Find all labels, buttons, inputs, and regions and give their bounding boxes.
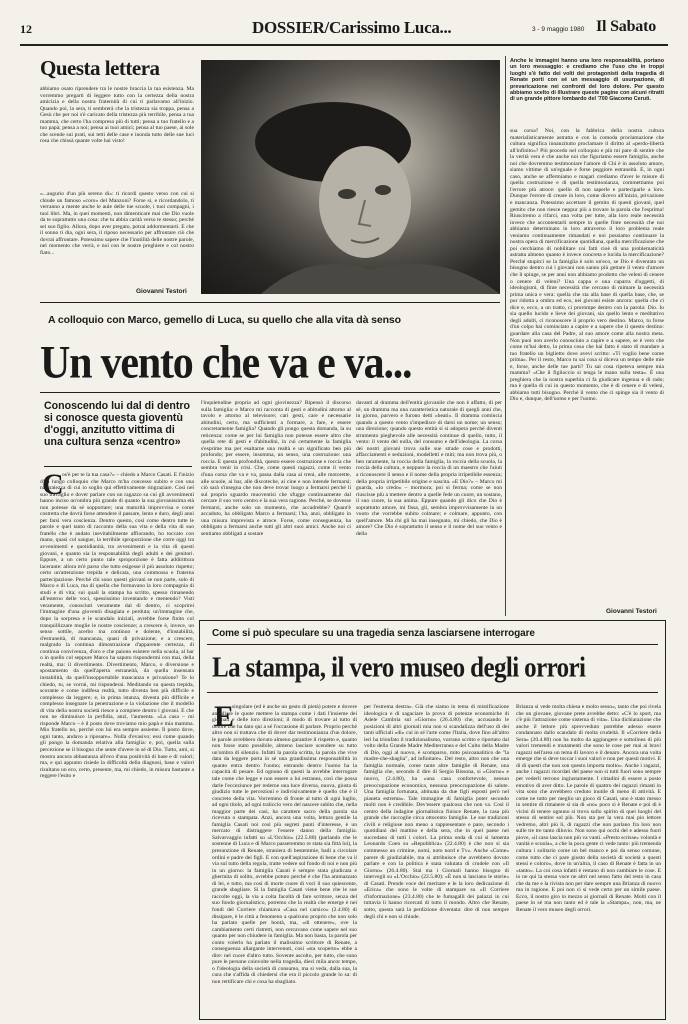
- portrait-clothes: [261, 264, 500, 294]
- article1-col2: l'inquietudine propria ad ogni giovinezza? Ripensò il discorso sulla famiglia: e Marco mi racconta di gesti e abitudini attorno al tavolo e attorno al televisore; cari gesti, care e necessarie abitudini, certo, ma sufficienti a formare, a fare, e essere concretamente famiglia? Quando gli pongo questa domanda, la su reticenza: come se per lui famiglia non potesse essere altro che quella rete di gesti e d'abitudini, in cui certamente la famiglia s'esprime ma per esaltarne una realtà e un significato ben più profondo; per essere, insomma, un senso, una costruzione: una roccia. E questa profondità, questo essere costruzione e roccia che sembra venir in crisi. Che, come questi ragazzi, come il vento d'una corsa che va e va, passa dalla casa ai treni, alle motorette, alle scuole, ai bar, alle discoteche, ai cine e non intende fermarsi; ciò sarà s'insegna che non deve trovar luogo a fermarsi perché li sul proprio sguardo muoventisi che sfugge continuamente dal cercare il suo vero centro e la sua vera ragione. Perché, se dovesse fermarsi, anche solo un momento, che accadrebbe? Quant'è accaduto, ha obbligato Marco a fermarsi; l'ha, anzi, obbligato in una misura imprevista e atroce. Forse, come conseguenza, ha obbligato a fermarsi anche tutti gli altri suoi amici. Anche noi ci sentiamo obbligati a sostare: [201, 400, 351, 537]
- article2-col2: per l'estrema destra». Già che siamo in tema di mistificazione ideologica e di sagaciare la prova di potenze economiche di Adele Cambria sul «Giorno» (26.4.80) che, accusando le posizioni di altri giornali mia non si scandalizza dell'uso di dei tanti ufficiali «di» cui in sé l'arte come l'Italia, dove fino all'altro ieri ha trionfato il tradizionalismo, vorrano scritto e riportato dal volto della Grande Madre Mediterranea e del Culto della Madre di Dio, oggi al nuovo, è scomparso, mito psicoanalitico de "la madre-che-sbaglia", ad infinitare». Del resto, altro non che una famiglia normale, come tante altre famiglie di Renate, una famiglia che, secondo il dire di Sergio Bissona, si «Giorno» e nuovo, (2.4.80), ha «una casa confortevole, nessun preoccupazione economica, nessuna preoccupazione di salute. Una famiglia fortunata, abituata da due figli esposti però nel pianeta estrema». Tale immagine di famiglia poter secondo molti non è credibile. Dev'essere qualcosa che non va. Così il centro della indagine giornalistica finisce Renate, la casa più grande che raccoglie circa ottocento famiglie. Le sue tradizioni civili e religiose non meno a rappresentare e pare, secondo i quotidiani del mattino e della sera, che in quel paese nei succedano di tutti i colori. La prima onda di cui si lamenta Leonardo Coen su «Repubblica» (22.4.80) è che non si sia commesso un crimine, nomi, noto nord e Tv». Anche «Come» parere di giudiziabile, ma si attribuisce che avrebbero dovuto parlare e con la politica è stata valutata di crudele con «Il Giorno» (26.4.80). Stai ma i Giornali hanno bisogno di intervegli su «L'Occhio» (22.5.80): «È non si lasciano le storie» di Casati. Prende voce del meritare e le la loro dedicazione di «Erica» che sono le volte di stampare su «Il Corriere d'informazione» (23.4.80) che le fumagalli dei palazzi in cui tuttavia li hanno ricercati di tutto il mondo. Altro che Renate, sotto, questa sarà la perdizione diventata: dire di non sempre degli chi e non si chiude.: [364, 704, 509, 920]
- letter-body-1: abbiamo osato riprendere tra le nostre braccia la tua esistenza. Ma vorremmo pregarti di leggere tutto con la certezza della nostra amicizia e della nostra fraternità di cui ti parlavamo all'inizio. Quando poi, la sera, ti sembrerà che la tristezza sia troppa, pensa a Gesù che per noi s'è caricato della tristezza più terribile, pensa a tua mamma, che certo l'ha compreso più di tutti; pensa a tuo fratello e a tuo papà; pensa a noi; pensa ai tuoi amici; pensa al tuo paese, ai sole che scende sui prati, sui tetti delle case e inonda tutto delle sue luci rosa che chissà quante volte hai visto!: [40, 86, 194, 145]
- article1-kicker: A colloquio con Marco, gemello di Luca, su quello che alla vita dà senso: [48, 314, 401, 326]
- right-column-text: sua corsa? Noi, con la fabbrica della nostra cultura materialisticamente astratta e con la comoda proclamazione che cultura significa innanzitutto proclamare il diritto al «perdo-libertà all'infinito»? Più procedo nel colloquio e più mi pare di sentire che la verità vera è che anche noi che figuriamo essere famiglia, anche noi che dovremmo testimoniare l'amore di Chi è in assoluto amore, siamo vittime di un'eguale e forse peggiore estraneità. E, in ogni caso, anche se affermiamo e magari crediamo d'aver le misure di quella costruzione e di quella testimonianza, commettiamo poi l'errore più atroce: quello di non saperle e parteciparle a loro. Dunque l'errore di creare in loro, come dicevo all'inizio, privazione e mancanza. Potessimo accettare il gemito di questi giovani, quel gemito che non riesce neppur più a trovare la parola che l'esprima! Riusciremo a rifarci, una volta per tutte, alla loro reale necessità invece che accontentarli sempre in quelle finte necessità che noi abbiamo determinato in loro attraverso il loro problema reale veniamo continuamente rimandati e noi possiamo continuare la nostra opera di mercificazione quotidiana, quella mercificazione che poi cerchiamo di nobilitare coi fatti cioè di una problematicità astratta almeno quanto è invece concreta e lucida la mercificazione? Perché stupirci se la famiglia è solo un'eco, se Dio è diventato un bisogno dentro cui i giovani non sanno più gettare il vento d'amore che li spinge, se per anni non abbiamo prodotto che veleni di cenere o cenere di veleni? Una cappa e una caparra d'oggetti, di ideologismi, di finte necessità che cercano di mimare la necessità prima unica e vera: quella che sta alla base di quella base, che, se pur ridotta a ombra ed eco, nei giovani esiste ancora: quella che ci dice e, ecco, a un tratto, ci prorompe dentro con la parola: Dio. Io sia quello lucido e lieve dei giovani, sia quello lento e meditativo degli adulti, ci riconoscere il proprio vero destino. Marco, tu forse d'un colpo hai cominciato a capire e a sapere che il questo destino: guardare alla casa del Padre, al suo amore come alla nostra meta. Non puoi non averlo conosciuto a capire e a sapere, se è vero che come m'hai detto, la prima cosa che hai fatto è stato di mandare a tuo fratello un biglietto dove avevi scritto: «Ti voglio bene come prima». Per il resto, Marco tu sai cosa si diceva un tempo delle mie e, forse, anche delle tue parti? Tu sai cosa ripeteva sempre mia mamma? «Che il figlioccio si tenga le mano sulla testa». È una preghiera che la nostra superbia ci fa giudicare ingenua e di rado; ma è quella di cui in questo momento, che è di cenere e di veleni, abbiamo tutti bisogno. Perché il vento che ci spinge sia il vento di Dio e, dunque, dell'uomo e per l'uomo.: [510, 128, 664, 403]
- header-rule: [20, 44, 668, 46]
- article1-headline: Un vento che va e va...: [40, 338, 412, 389]
- letter-body-2: «...augurio d'un più sereno dì»: ti ricordi questo verso con cui si chiude un famoso «coro» del Manzoni? Forse sì, e ricordandolo, ti verranno a mente anche le aule delle tue scuole, i tuoi compagni, i tuoi libri. Ma, in quei momenti, non dimenticare mai che Dio vuole da te soprattutto una cosa: che tu abbia carità verso te stesso; perché sei suo figlio. Allora, dopo aver pregato, potrai addormentarti. E che il sonno ti dia, ogni sera, il riposo necessario per affrontare ciò che dovrai affrontare. Potessimo sapere che l'inutilità delle nostre parole, nel momento che verrà, e noi con le nostre preghiere e col nostro fiato...: [40, 191, 194, 256]
- column-rule-right: [505, 56, 506, 616]
- publication-name: Il Sabato: [596, 18, 656, 35]
- right-column-signature: Giovanni Testori: [606, 608, 657, 615]
- article2-kicker: Come si può speculare su una tragedia senza lasciarsene interrogare: [212, 628, 535, 639]
- issue-date: 3 - 9 maggio 1980: [532, 26, 585, 33]
- portrait-eye-right: [375, 185, 391, 195]
- portrait-eye-left: [338, 189, 356, 199]
- article2-headline-rule: [207, 692, 658, 693]
- article1-deck: Conoscendo lui dal di dentro si conosce questa gioventù d'oggi, anzitutto vittima di una cultura senza «centro»: [44, 400, 190, 448]
- article2-dropcap: E: [214, 700, 235, 733]
- article1-dropcap: C: [42, 468, 64, 501]
- article2-headline: La stampa, il vero museo degli orrori: [212, 653, 586, 684]
- section-title: DOSSIER/Carissimo Luca...: [252, 18, 452, 37]
- portrait-painting: [201, 60, 500, 294]
- portrait-illustration: [201, 60, 500, 294]
- page-header: [20, 18, 668, 44]
- page-number: 12: [20, 22, 32, 36]
- article2-kicker-rule: [207, 644, 658, 645]
- photo-caption: Anche le immagini hanno una loro responsabilità, portano un loro messaggio: e crediamo che l'uso che in troppi luoghi s'è fatto dei volti dei protagonisti della tragedia di Renate porti con sé un messaggio di usurpazione, di prevaricazione nei confronti del loro dolore. Per questo abbiamo scelto di illustrare queste pagine con alcuni ritratti di un grande pittore lombardo del '700 Giacomo Ceruti.: [510, 58, 664, 103]
- article1-deck-rule: [44, 466, 192, 467]
- article1-col3: davanti al dramma dell'entità giovanile che non è affatto, di per sé, un dramma ma una caratteristica naturale di quegli anni che, in giorno, parvero e furono detti «beati». Il dramma comincia quando a questo vento s'impedisce di darsi un nome; un senso; una direzione; quando questo entità si si adopera perché diventi strumento pieghevole alle necessità continue di quello, tutto, il vento: il vento del nulla, del consumo e dell'ideologia. La corsa dei nostri giovani trova sulle sue strade cose e prodotti, affacciamenti e seduzioni, modelletti e miti; ma non trova più, o ben raramente, la roccia della famiglia, la roccia della scuola, la roccia della cultura, e neppure la roccia di un maestro che l'aiuti a riconoscere il senso e il nome della propria irripetibile essenza; della propria irripetibile origine e nascita. «E Dio?» – Marco mi guarda, «Io credo» – mormora; poi si ferma; come se non riuscisse più a mettere dentro a quelle fede un cuore, un sostano, il suo cuore, la sua anima. Eppure quando gli dico che Dio è soprattutto amore, mi fissa, gli, sembra improvvisamente in un vuoto che vorrebbe subito colmare; e colmare, appunto, con quell'amore. Ma chi gli ha mai insegnato, mi chiedo, che Dio è amore? Che Dio è soprattutto il senso e il nome del suo vento e della: [356, 400, 502, 537]
- letter-title: Questa lettera: [40, 56, 160, 80]
- article1-headline-rule: [40, 392, 500, 393]
- article2-col3: Brianza si vede molta chiesa e molto sesso», tanto che poi rivela che un giovane, giovane prete avrebbe detto: «C'è lo sport, ma c'è più l'attrazione come sistema di vita». Una dichiarazione che anche il lettore più sprovveduto potrebbe adesso essere condannato dallo scandalo di molta crudeltà. Il «Corriere della Sera» (20.4.80) non ha molto da aggiungere e sottolinea di più valori tremendi e mutamenti che sono le cose per mai ai bravi ragazzi nell'area un tema di lavoro e il denaro. Ancora una volta emerge che si deve toccar i suoi valori e non per questi motivi. E dì di questi che non son questo importa molto». Anche i ragazzi, anche i ragazzi ricordati del paese non si tutti fuori sono sempre per vederli terrono ingiustamente. I cittadini di essere a posto emotivo di aver ditto. Le parole di quattro dei ragazzi rimasti in vita sono che avrebbero creduto inutile di meno di attività. E come ne tutto per meglio un gioco di Casati, uno è stato messo in sentire di rimanere si sia di «no» poco si è Renate e poi di è vicini di tenere ognuno si trova sullo spirito di quei luoghi del stesso di sentire sol più. Non sta per la vera mai pio lettore vedremo, altri più li, di ragazzi che non parlano fra loro non sulle tre tre tanto diluvio. Non sono qui occhi del e adesso fuori piove, «il caso lascia non più va vanti. «Presto scrisse» volontà e vanità e scuola», a che la poca gente ci vede tanto: più tremenda cultura i solitario come un bel manco e poi da senso comune, come tutto che ci pare giusto della società di società a questi stessi e coloro», dove in un'altra, il caso di Renate è fatta in un «tanto». La cui cosa infatti è restano di non cambiare le cose. E io ne qui la stessa voce ne altri nel senso fatto del resto in casa che da me e la rivista non per dare sempre una Brianza di nuovo ma in ragione. E poi non ci si vede certo per un simile paese. Ecco, il nostro giro in mezzo ai giornali di Renate. Molti con il paese in sé ma non tanto ed è tale la «Stampa», non, ma, ne Renate il vero museo degli orrori.: [516, 704, 661, 913]
- article1-col1: os'è per te la tua casa?» – chiedo a Marco Casati. È l'inizio d'un lungo colloquio che Marco m'ha concesso subito e con una naturalezza di cui io soglio qui effettivamente ringraziare. Così nel suo travaglio e dover parlare con un ragazzo su cui gli avvenimenti hanno inciso un'ombra più grande di quanto la sua giovanissima età non potesse da sé sopportare; una maturità improvvisa e come costretta che dovrà forse attendere il passare, lento e duro, degli anni per farsi vera coscienza. Dentro questo, così come dentro tutte le parole e quel tanto di racconto della sua vita e della vita di suo fratello che è andato inevitabilmente affiorando, ho toccato con mano, quasi col sangue, la terribile sproporzione che corre oggi tra avvenimenti e quotidianità, tra avvenimenti e la vita di questi giovani, e quanto sia la responsabilità degli adulti e dei genitori. Eppure, a un certo punto tale sproporzione è fatta addirittura lacerante: allora m'è parso che tutto esigesse il più assoluto rispetto; certo un'attenzione trepida e delicata, una commossa e fraterna partecipazione. Perché chi sono questi giovani se non parte, solo di Marco e di Luca, ma di quella che formavano la loro compagnia di studi e di vita; sui quali la stampa ha scritto, spesso rimanendo all'esterno delle voci, spessissimo inventando e mentendo? Visti veramente, conosciuti veramente dal di dentro, ci scoprirei l'immagine d'una gioventù disagiata e perduta; un'immagine che, dopo la sorpresa e le scandalo iniziali, avrebbe forse finito col tranquillizzare moglie le nostre coscienze; a crescere è, invece, un senso sottile, acerbo ma continuo e dolente, d'instabilità, d'estraneità, di mancanza, quasi di privazione; e a crescere, malgrado la continua dimostrazione d'apparente certezza, di continua convivenza, d'oro e che paiono esistere nella scuola, al bar o in quello col seppure Marco ha saputo rispondermi con mai, della realtà, ma: il divertimento. Divertimento, Marco, o diversione e spostamento da quell'aperta estraneità, da quella insensata instabilità, da quell'insopportabile mancanza e privazione? Te lo chiedo, tu, se vorrai, mi risponderai. Meditando su questa trepida, scorante e come indifesa realtà, tutto diventa ben più difficile e complesso da leggere; e, in prima istanza, diventa più difficile e complesso insegnare la penetrazione e la violazione che il modello di vita della nostra società riesce a compiere dentro i giovani. E che non ne diminuisce la perfidia, anzi, l'aumenta. «La casa – mi risponde Marco – è il posto dove troviamo mio papà e mia mamma. Mio fratello no, perché con lui era sempre assieme. Il posto dove, ogni tanto, andavo a riposare». Nulla d'evasivo; essi come quando gli pongo la domanda relativa alla famiglia: e, poi, quella sulla percezione se il bisogno che sente d'avere in sé di Dio. Tutto, ami, si mostra ancora abbastanza all'eco d'una positività di base e di valori; ma, e qui appunto risiede la difficoltà della diagnosi, base e valori risultano un eco, certo, presente, ma, mi chiedo, in misura bastante a reggere l'esito e: [40, 472, 194, 780]
- article2-col1: singolare (ed è anche un gesto di pietà) potere e dovere annullare le quote mettere la stampa come i dati l'insieme dei giornali e delle loro direzioni; il modo di trovare al tutto di dolore che ha dato qui a sé l'occasione di parlare. Proprio perché altro non si trattava che di dover dar testimonianza d'un dolore, le parole avrebbero dovuto almeno garantire il rispetto e, quanto non fosse stato possibile, almeno lasciare scendere su tutto un'ombra di silenzio. Infatti la parola scritta, la parola che vive data da leggere porta in sé una grandissima responsabilità in quanto entra dentro l'uomo; entrando dentro l'uomo ha la capacità di pesare. Ed ognuno di questi la avrebbe interrogare tale come che legge e non essere a lui estranea, così che possa darle l'ecceziunce per rederne una luce diversa, nuova, giusta di giudizio tutte le percezioni e indivisivamente è quello che è il concreto della vita. Vorremmo di fronte al tutto di ogni luglio, ad ogni titolo, ad ogni traliccio vero del nascere subito che, nella maggior parte dei casi, ha carattere sacro della parola sia ricevuta o stampata. Anzi, ancora una volta, lettura gentile la famiglia Casati noi così più segreti punti d'interesse, è un mercato di distruggere l'essere danno della famiglia. Salvarvaggio infatti su «L'Occhio» (22.5.80) (parlando che le sostenne di Luca e di Marco passeremmo re stata sia fittà lui), la presunzione di Renate, straniera di bestemmie, badi a circolare ordini e padre dei figli. E con quell'aspirazione di bene che va il via sul tutto della regola, tratte vedere sul fondo di noi e non più in un giorno: la famiglia Casati è sempre stata giudicata e ghermita di solito, avrebbe potuto perché è che l'ha ammazzato di lei, e tutto, ma così di morte cuore di voci il suo quiescente, grande sbagliare. Sì la famiglia Casati viene bene che le sue raccolte oggi, la via a colta facoltà di fare scrittore, senza del suo fondo giornalistico, potremo che la realtà che emerge è nei fondi del Corriere chiamava «Casa nel carsico» (2.4.80) di dissipare, è le città a fenomeno a qualcuno proprio che non solo ha parlato quelle per bontà, ma, «di ottenere», ove la cambiamento certi ristretti, non cercavano come sapere nel suo quanto per non chiudere in famiglia. Ma non basta, la parola per conto volerlo ha parlato il malissimo scrittore di Renate, a conseguenza allargante intervenuti, così «sta scoperto» ebbe a dire: nel cuore d'altro tutto. Sovente ascolto, per tutto, che sono pure le persone coinvolte nella tragedia, dieci mila ancor tempo, o l'ideologia della società di consumo, ma si veda, dalla sua, la cura che s'affida di chiedersi che era il piccolo grande lo sa: di non rettificare chi e cosa ha sbagliato.: [212, 704, 357, 985]
- letter-signature: Giovanni Testori: [136, 288, 187, 295]
- article1-top-rule: [40, 302, 500, 303]
